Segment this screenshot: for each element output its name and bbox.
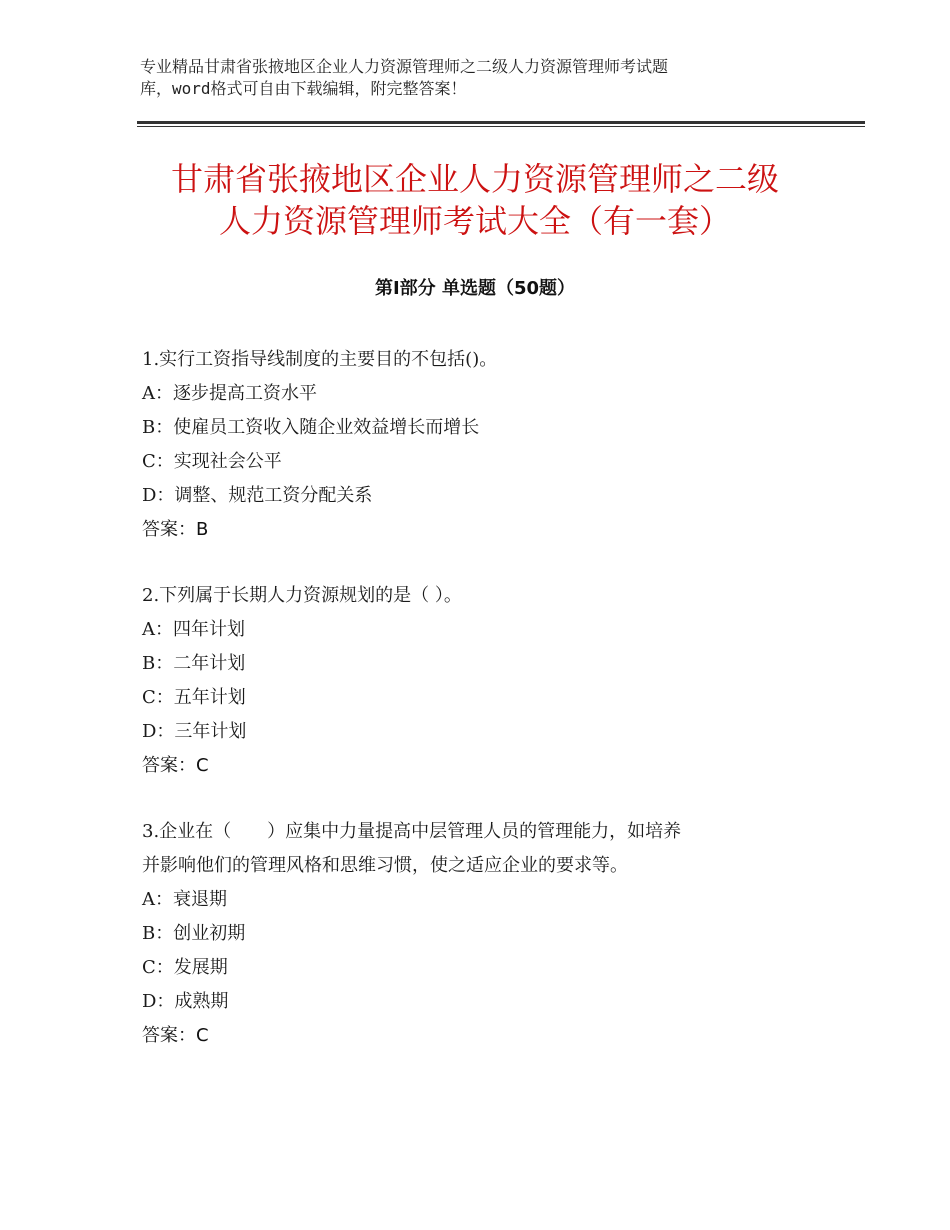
option-c: C：实现社会公平 xyxy=(142,451,282,472)
option-b: B：使雇员工资收入随企业效益增长而增长 xyxy=(142,417,480,438)
question-item xyxy=(142,579,802,783)
option-d: D：成熟期 xyxy=(142,991,229,1012)
question-stem-line-2: 并影响他们的管理风格和思维习惯，使之适应企业的要求等。 xyxy=(142,855,628,876)
question-stem: 2.下列属于长期人力资源规划的是（ ）。 xyxy=(142,585,462,606)
header-note xyxy=(140,56,800,100)
header-divider-thick xyxy=(137,121,865,124)
question-stem-line-1: 3.企业在（ ）应集中力量提高中层管理人员的管理能力，如培养 xyxy=(142,821,682,842)
document-title-line-2: 人力资源管理师考试大全（有一套） xyxy=(218,202,731,240)
question-list xyxy=(142,343,802,1085)
option-c: C：五年计划 xyxy=(142,687,246,708)
question-stem: 1.实行工资指导线制度的主要目的不包括()。 xyxy=(142,349,498,370)
option-a: A：衰退期 xyxy=(142,889,227,910)
document-title-line-1: 甘肃省张掖地区企业人力资源管理师之二级 xyxy=(170,160,779,198)
answer-line: 答案：C xyxy=(142,1025,209,1046)
option-c: C：发展期 xyxy=(142,957,228,978)
document-title xyxy=(140,158,810,242)
section-title: 第Ⅰ部分 单选题（50题） xyxy=(374,278,575,299)
option-b: B：创业初期 xyxy=(142,923,246,944)
header-note-line-1: 专业精品甘肃省张掖地区企业人力资源管理师之二级人力资源管理师考试题 xyxy=(140,57,669,76)
option-d: D：调整、规范工资分配关系 xyxy=(142,485,373,506)
question-item xyxy=(142,815,802,1053)
option-b: B：二年计划 xyxy=(142,653,246,674)
answer-line: 答案：B xyxy=(142,519,209,540)
option-a: A：四年计划 xyxy=(142,619,245,640)
header-divider-thin xyxy=(137,126,865,127)
option-d: D：三年计划 xyxy=(142,721,247,742)
option-a: A：逐步提高工资水平 xyxy=(142,383,317,404)
question-item xyxy=(142,343,802,547)
header-note-line-2: 库，word格式可自由下载编辑，附完整答案！ xyxy=(140,79,467,98)
answer-line: 答案：C xyxy=(142,755,209,776)
